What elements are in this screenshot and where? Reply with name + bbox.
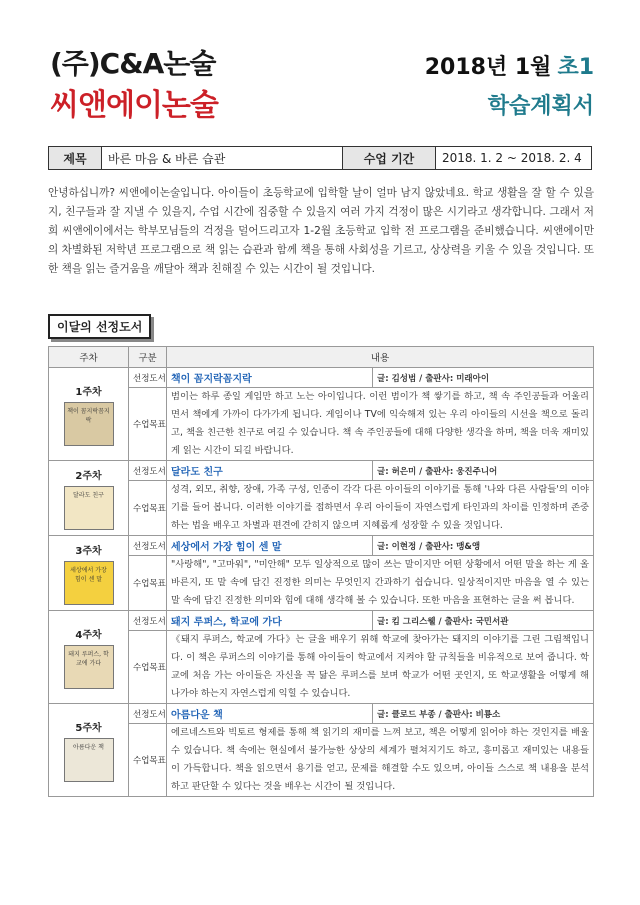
col-week: 주차 [49, 347, 129, 368]
logo-korean: 씨앤에이논술 [50, 88, 218, 123]
section-title: 이달의 선정도서 [48, 314, 151, 339]
cover-title: 달라도 친구 [73, 491, 104, 499]
kind-label: 선정도서 [129, 368, 167, 388]
table-row [49, 724, 594, 797]
col-content: 내용 [167, 347, 594, 368]
intro-paragraph: 안녕하십니까? 씨앤에이논술입니다. 아이들이 초등학교에 입학할 날이 얼마 남지 않았네요. 학교 생활을 잘 할 수 있을지, 친구들과 잘 지낼 수 있을지, 수업 시간에 집중할 수 있을지 여러 가지 걱정이 많은 시기라고 생각합니다. 그래서 저희 씨앤에이에서는 학부모님들의 걱정을 덜어드리고자 1-2월 초등학교 입학 전 프로그램을 준비했습니다. 씨앤에이만의 차별화된 저학년 프로그램으로 책 읽는 습관과 함께 책을 통해 사회성을 기르고, 상상력을 키울 수 있을 것입니다. 또한 책을 읽는 즐거움을 깨달아 책과 친해질 수 있는 시간이 될 것입니다. [48, 187, 594, 275]
book-cover [64, 738, 114, 782]
book-cover [64, 402, 114, 446]
table-row [49, 611, 594, 631]
week-cell [49, 368, 129, 461]
kind-label: 선정도서 [129, 461, 167, 481]
cover-title: 책이 꼼지락꼼지락 [67, 407, 110, 424]
table-row [49, 556, 594, 611]
col-kind: 구분 [129, 347, 167, 368]
table-row [49, 368, 594, 388]
topic-value: 바른 마음 & 바른 습관 [102, 147, 343, 170]
week-cell [49, 461, 129, 536]
plan-grade: 초1 [557, 55, 594, 80]
lesson-goal: 범이는 하루 종일 게임만 하고 노는 아이입니다. 이런 범이가 책 쌓기를 하고, 책 속 주인공들과 어울리면서 책에게 가까이 다가가게 됩니다. 게임이나 TV에 익숙해져 있는 우리 아이들의 시선을 책으로 돌리고, 책을 친근한 친구로 여길 수 있습니다. 책 속 주인공들에 대해 다양한 생각을 하며, 책을 더욱 재미있게 읽는 시간이 되길 바랍니다. [167, 388, 594, 461]
book-title: 아름다운 책 [167, 704, 373, 724]
cover-title: 세상에서 가장 힘이 센 말 [70, 566, 107, 583]
book-author: 글: 클로드 부종 / 출판사: 비룡소 [373, 704, 594, 724]
week-label: 4주차 [75, 629, 102, 641]
book-author: 글: 킴 그리스웰 / 출판사: 국민서관 [373, 611, 594, 631]
week-cell [49, 536, 129, 611]
table-header-row [49, 347, 594, 368]
lesson-goal: "사랑해", "고마워", "미안해" 모두 일상적으로 많이 쓰는 말이지만 어떤 상황에서 어떤 말을 하는 게 올바른지, 또 말 속에 담긴 진정한 의미는 무엇인지 간과하기 쉽습니다. 일상적이지만 마음을 열 수 있는 말 속에 담긴 진정한 의미와 힘에 대해 생각해 볼 수 있습니다. 또한 마음을 표현하는 글을 써 봅니다. [167, 556, 594, 611]
plan-month: 2018년 1월 [424, 55, 552, 80]
plan-title: 학습계획서 [487, 94, 594, 119]
table-row [49, 461, 594, 481]
kind-label: 선정도서 [129, 536, 167, 556]
period-label: 수업 기간 [343, 147, 436, 170]
week-cell [49, 704, 129, 797]
lesson-goal: 에르네스트와 빅토르 형제를 통해 책 읽기의 재미를 느껴 보고, 책은 어떻게 읽어야 하는 것인지를 배울 수 있습니다. 책 속에는 현실에서 불가능한 상상의 세계가 펼쳐지기도 하고, 흥미롭고 재미있는 내용들이 가득합니다. 책을 읽으면서 용기를 얻고, 문제를 해결할 수도 있으며, 아이들 스스로 책 내용을 분석하고 판단할 수 있다는 것을 배우는 시간이 될 것입니다. [167, 724, 594, 797]
info-table [48, 146, 592, 170]
week-label: 5주차 [75, 722, 102, 734]
topic-label: 제목 [49, 147, 102, 170]
logo-english: (주)C&A논술 [50, 47, 216, 80]
kind-label: 수업목표 [129, 388, 167, 461]
kind-label: 수업목표 [129, 556, 167, 611]
table-row [49, 536, 594, 556]
period-value: 2018. 1. 2 ~ 2018. 2. 4 [436, 147, 592, 170]
book-author: 글: 허은미 / 출판사: 웅진주니어 [373, 461, 594, 481]
week-label: 1주차 [75, 386, 102, 398]
cover-title: 아름다운 책 [73, 743, 104, 751]
book-author: 글: 김성범 / 출판사: 미래아이 [373, 368, 594, 388]
week-label: 2주차 [75, 470, 102, 482]
week-cell [49, 611, 129, 704]
book-cover [64, 486, 114, 530]
kind-label: 선정도서 [129, 611, 167, 631]
table-row [49, 481, 594, 536]
book-title: 책이 꼼지락꼼지락 [167, 368, 373, 388]
books-table [48, 346, 594, 797]
table-row [49, 388, 594, 461]
kind-label: 수업목표 [129, 724, 167, 797]
lesson-goal: 《돼지 루퍼스, 학교에 가다》는 글을 배우기 위해 학교에 찾아가는 돼지의 이야기를 그린 그림책입니다. 이 책은 루퍼스의 이야기를 통해 아이들이 학교에서 지켜야 할 규칙들을 비유적으로 보여 줍니다. 학교에 처음 가는 아이들은 자신을 꼭 닮은 루퍼스를 보며 학교가 어떤 곳인지, 또 학교생활을 어떻게 해 나가야 하는지 자연스럽게 익힐 수 있습니다. [167, 631, 594, 704]
cover-title: 돼지 루퍼스, 학교에 가다 [68, 650, 109, 667]
book-title: 달라도 친구 [167, 461, 373, 481]
header-right [425, 50, 594, 120]
book-title: 돼지 루퍼스, 학교에 가다 [167, 611, 373, 631]
book-title: 세상에서 가장 힘이 센 말 [167, 536, 373, 556]
plan-date [425, 50, 594, 81]
kind-label: 선정도서 [129, 704, 167, 724]
table-row [49, 631, 594, 704]
lesson-goal: 성격, 외모, 취향, 장애, 가족 구성, 인종이 각각 다른 아이들의 이야기를 통해 '나와 다른 사람들'의 이야기를 들어 봅니다. 이러한 이야기를 접하면서 우리 아이들이 자연스럽게 타인과의 차이를 인정하며 존중하는 법을 배우고 차별과 편견에 갇히지 않으며 지혜롭게 성장할 수 있을 것입니다. [167, 481, 594, 536]
book-cover [64, 645, 114, 689]
kind-label: 수업목표 [129, 631, 167, 704]
book-author: 글: 이현정 / 출판사: 맹&앵 [373, 536, 594, 556]
week-label: 3주차 [75, 545, 102, 557]
kind-label: 수업목표 [129, 481, 167, 536]
table-row [49, 704, 594, 724]
book-cover [64, 561, 114, 605]
